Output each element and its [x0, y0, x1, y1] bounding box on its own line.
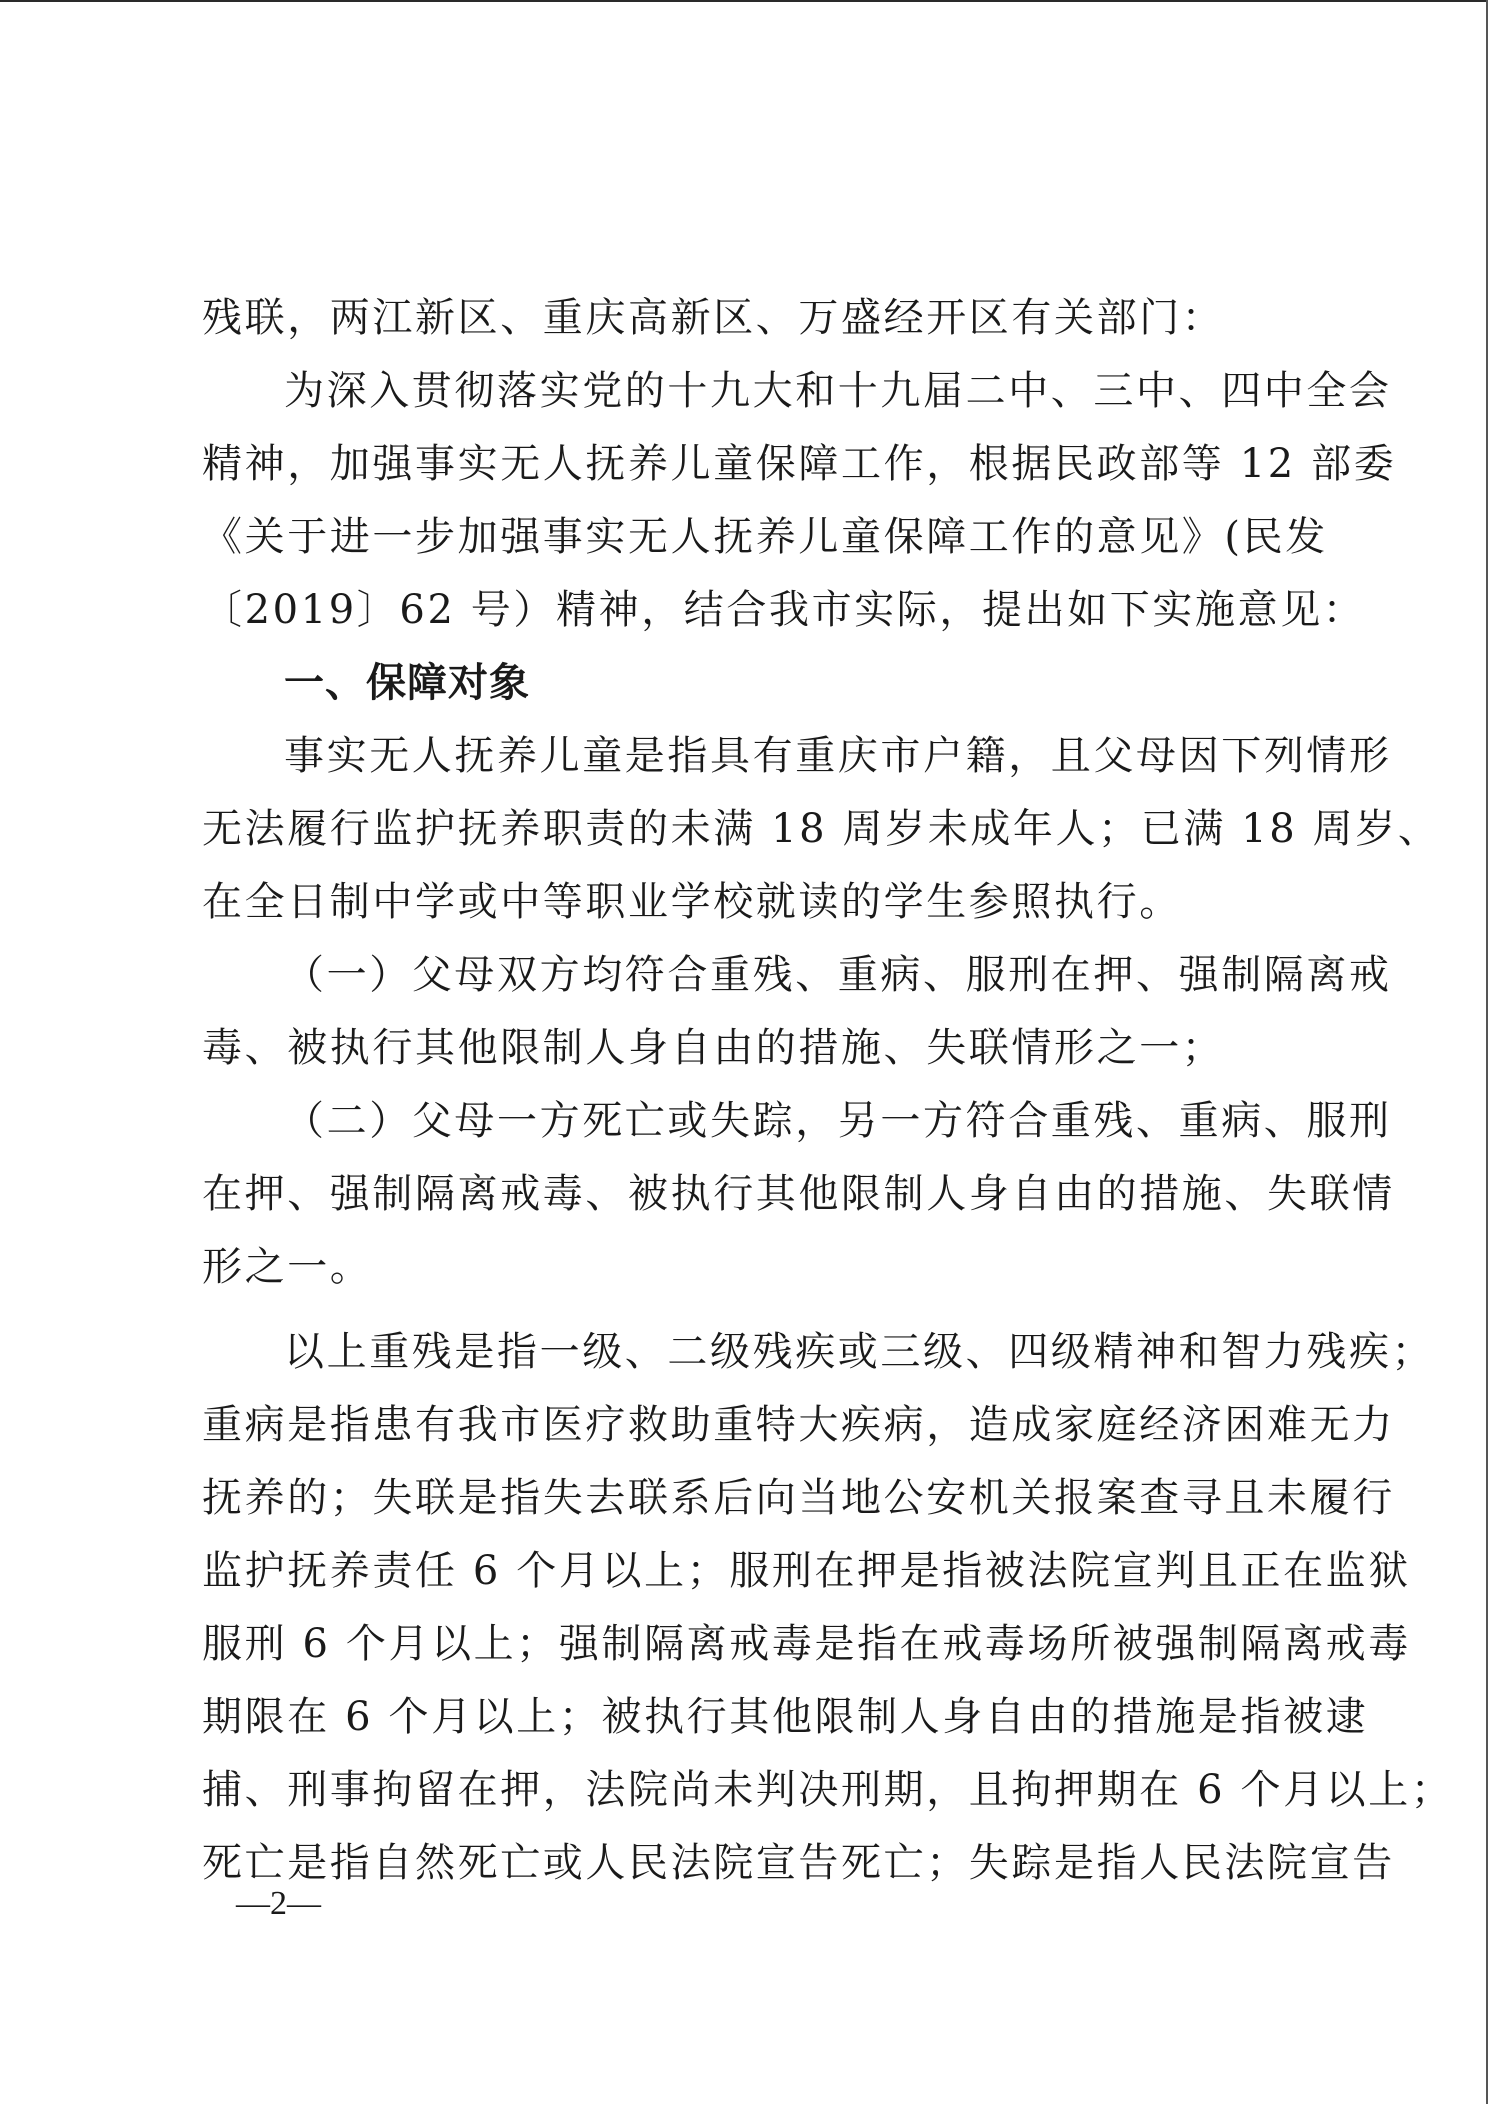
text-line: 在押、强制隔离戒毒、被执行其他限制人身自由的措施、失联情	[202, 1171, 1395, 1217]
section-heading: 一、保障对象	[284, 660, 530, 706]
text-line: 《关于进一步加强事实无人抚养儿童保障工作的意见》(民发	[202, 514, 1328, 560]
text-line: 无法履行监护抚养职责的未满 18 周岁未成年人；已满 18 周岁、	[202, 806, 1441, 852]
text-line: 抚养的；失联是指失去联系后向当地公安机关报案查寻且未履行	[202, 1475, 1395, 1521]
text-line: 毒、被执行其他限制人身自由的措施、失联情形之一；	[202, 1025, 1225, 1071]
text-line: 事实无人抚养儿童是指具有重庆市户籍，且父母因下列情形	[284, 733, 1392, 779]
scan-edge-top	[0, 0, 1488, 2]
text-line: 重病是指患有我市医疗救助重特大疾病，造成家庭经济困难无力	[202, 1402, 1395, 1448]
text-line: 捕、刑事拘留在押，法院尚未判决刑期，且拘押期在 6 个月以上；	[202, 1767, 1454, 1813]
page-number: —2—	[236, 1885, 321, 1922]
text-line: 服刑 6 个月以上；强制隔离戒毒是指在戒毒场所被强制隔离戒毒	[202, 1621, 1411, 1667]
text-line: 形之一。	[202, 1244, 373, 1290]
text-line: 以上重残是指一级、二级残疾或三级、四级精神和智力残疾；	[284, 1329, 1435, 1375]
text-line: 为深入贯彻落实党的十九大和十九届二中、三中、四中全会	[284, 368, 1392, 414]
text-line: （二）父母一方死亡或失踪，另一方符合重残、重病、服刑	[284, 1098, 1392, 1144]
text-line: 残联，两江新区、重庆高新区、万盛经开区有关部门：	[202, 295, 1225, 341]
document-body	[202, 282, 1454, 1900]
text-line: 死亡是指自然死亡或人民法院宣告死亡；失踪是指人民法院宣告	[202, 1840, 1395, 1886]
text-line: 在全日制中学或中等职业学校就读的学生参照执行。	[202, 879, 1182, 925]
text-line: 期限在 6 个月以上；被执行其他限制人身自由的措施是指被逮	[202, 1694, 1369, 1740]
text-line: 〔2019〕62 号）精神，结合我市实际，提出如下实施意见：	[202, 587, 1366, 633]
text-line: 监护抚养责任 6 个月以上；服刑在押是指被法院宣判且正在监狱	[202, 1548, 1411, 1594]
text-line: 精神，加强事实无人抚养儿童保障工作，根据民政部等 12 部委	[202, 441, 1397, 487]
text-line: （一）父母双方均符合重残、重病、服刑在押、强制隔离戒	[284, 952, 1392, 998]
